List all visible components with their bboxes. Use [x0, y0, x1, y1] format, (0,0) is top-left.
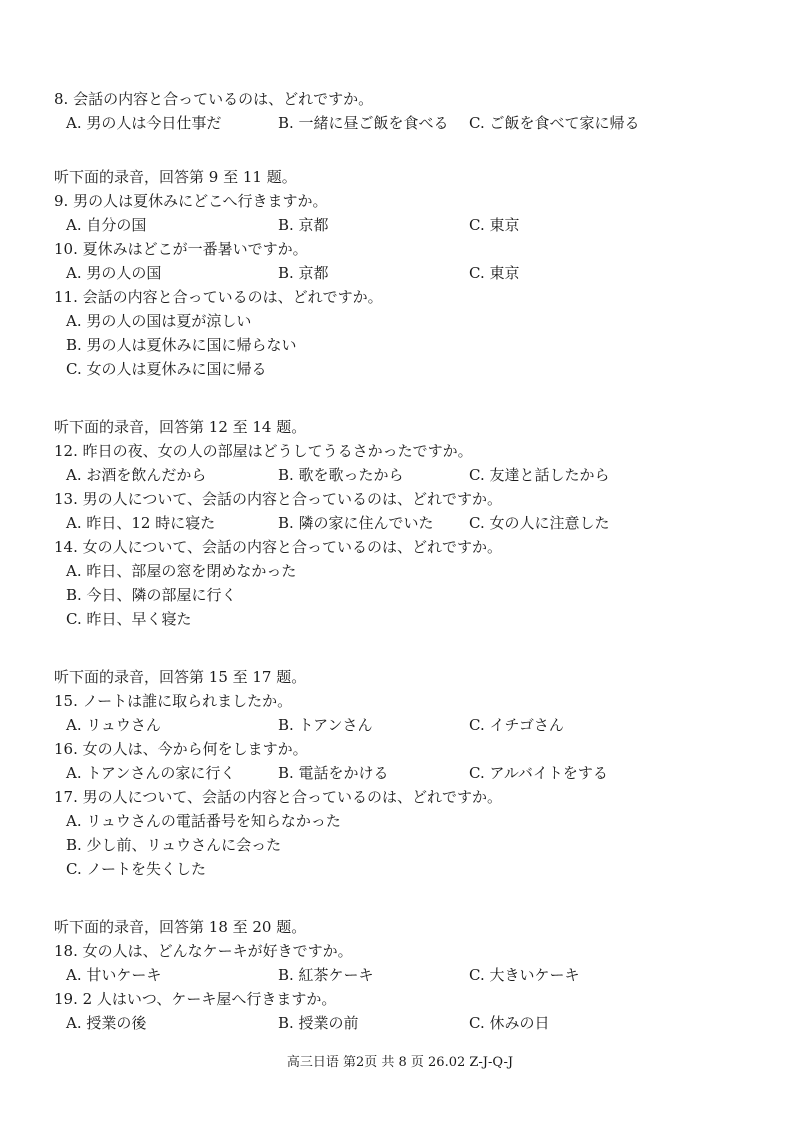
- option-c: C. アルバイトをする: [469, 764, 608, 782]
- option-b: B. 男の人は夏休みに国に帰らない: [66, 336, 297, 354]
- option-c: C. 大きいケーキ: [469, 966, 580, 984]
- option-a: A. リュウさん: [66, 716, 161, 734]
- question-19-stem: 19. 2 人はいつ、ケーキ屋へ行きますか。: [54, 990, 337, 1008]
- question-18-stem: 18. 女の人は、どんなケーキが好きですか。: [54, 942, 353, 960]
- option-b: B. 京都: [278, 216, 329, 234]
- option-c: C. ご飯を食べて家に帰る: [469, 114, 640, 132]
- option-a: A. トアンさんの家に行く: [66, 764, 236, 782]
- option-a: A. 昨日、部屋の窓を閉めなかった: [66, 562, 297, 580]
- section-9-11: [54, 165, 774, 381]
- section-instruction: 听下面的录音，回答第 18 至 20 题。: [54, 918, 307, 936]
- question-15-options: [54, 713, 774, 737]
- page-footer: 高三日语 第2页 共 8 页 26.02 Z-J-Q-J: [286, 1055, 514, 1070]
- option-b: B. トアンさん: [278, 716, 373, 734]
- option-a: A. 甘いケーキ: [66, 966, 162, 984]
- question-16-options: [54, 761, 774, 785]
- option-c: C. 昨日、早く寝た: [66, 610, 192, 628]
- question-17-stem: 17. 男の人について、会話の内容と合っているのは、どれですか。: [54, 788, 503, 806]
- option-b: B. 京都: [278, 264, 329, 282]
- question-18-options: [54, 963, 774, 987]
- section-12-14: [54, 415, 774, 631]
- question-10-stem: 10. 夏休みはどこが一番暑いですか。: [54, 240, 308, 258]
- option-a: A. 自分の国: [66, 216, 147, 234]
- question-9-options: [54, 213, 774, 237]
- option-c: C. 休みの日: [469, 1014, 550, 1032]
- option-c: C. 東京: [469, 216, 520, 234]
- option-c: C. 友達と話したから: [469, 466, 610, 484]
- option-b: B. 紅茶ケーキ: [278, 966, 374, 984]
- question-8-options: [54, 111, 774, 135]
- section-instruction: 听下面的录音，回答第 9 至 11 题。: [54, 168, 297, 186]
- question-9-stem: 9. 男の人は夏休みにどこへ行きますか。: [54, 192, 328, 210]
- option-b: B. 授業の前: [278, 1014, 359, 1032]
- option-a: A. お酒を飲んだから: [66, 466, 207, 484]
- question-16-stem: 16. 女の人は、今から何をしますか。: [54, 740, 308, 758]
- option-c: C. 女の人に注意した: [469, 514, 610, 532]
- option-b: B. 今日、隣の部屋に行く: [66, 586, 237, 604]
- question-8-stem: 8. 会話の内容と合っているのは、どれですか。: [54, 90, 374, 108]
- question-11-stem: 11. 会話の内容と合っているのは、どれですか。: [54, 288, 383, 306]
- option-a: A. 男の人は今日仕事だ: [66, 114, 222, 132]
- section-instruction: 听下面的录音，回答第 12 至 14 题。: [54, 418, 307, 436]
- section-15-17: [54, 665, 774, 881]
- option-b: B. 歌を歌ったから: [278, 466, 404, 484]
- option-a: A. 授業の後: [66, 1014, 147, 1032]
- question-10-options: [54, 261, 774, 285]
- question-13-stem: 13. 男の人について、会話の内容と合っているのは、どれですか。: [54, 490, 503, 508]
- option-a: A. 昨日、12 時に寝た: [66, 514, 216, 532]
- question-12-stem: 12. 昨日の夜、女の人の部屋はどうしてうるさかったですか。: [54, 442, 473, 460]
- question-15-stem: 15. ノートは誰に取られましたか。: [54, 692, 293, 710]
- section-18-20: [54, 915, 774, 1035]
- question-12-options: [54, 463, 774, 487]
- option-c: C. 東京: [469, 264, 520, 282]
- question-14-stem: 14. 女の人について、会話の内容と合っているのは、どれですか。: [54, 538, 503, 556]
- option-a: A. 男の人の国は夏が涼しい: [66, 312, 252, 330]
- option-a: A. 男の人の国: [66, 264, 162, 282]
- option-c: C. 女の人は夏休みに国に帰る: [66, 360, 267, 378]
- option-b: B. 一緒に昼ご飯を食べる: [278, 114, 449, 132]
- option-c: C. ノートを失くした: [66, 860, 207, 878]
- option-b: B. 少し前、リュウさんに会った: [66, 836, 282, 854]
- option-c: C. イチゴさん: [469, 716, 564, 734]
- section-instruction: 听下面的录音，回答第 15 至 17 题。: [54, 668, 307, 686]
- option-b: B. 電話をかける: [278, 764, 389, 782]
- question-13-options: [54, 511, 774, 535]
- option-b: B. 隣の家に住んでいた: [278, 514, 434, 532]
- option-a: A. リュウさんの電話番号を知らなかった: [66, 812, 341, 830]
- question-19-options: [54, 1011, 774, 1035]
- question-8: [54, 87, 774, 135]
